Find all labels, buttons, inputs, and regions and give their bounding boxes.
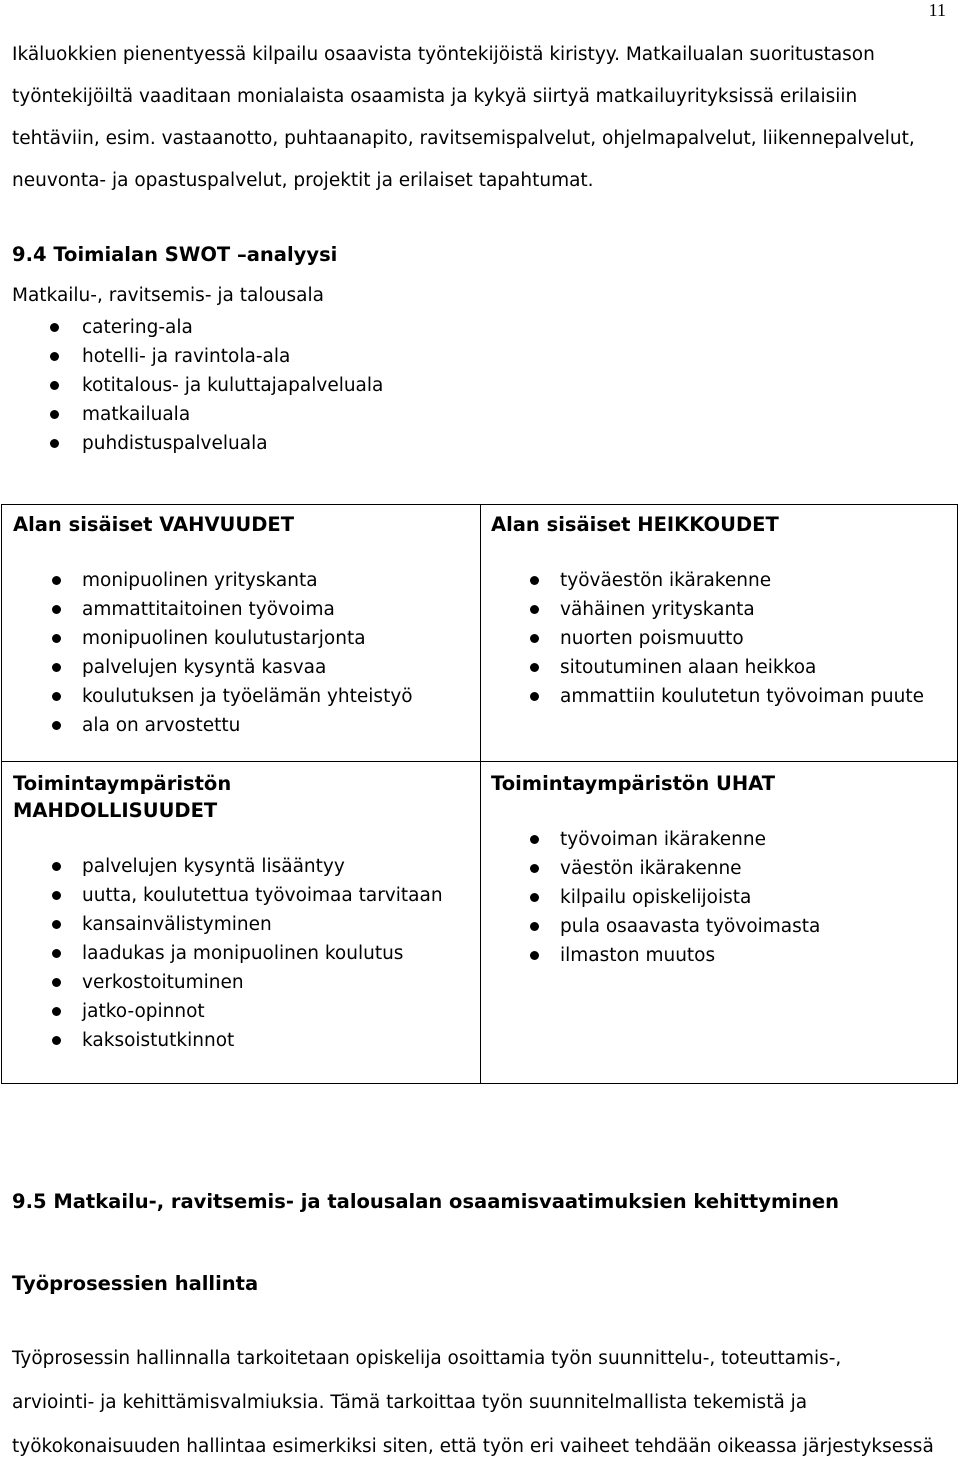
intro-paragraph <box>12 34 942 202</box>
list-item: matkailuala <box>12 400 383 429</box>
swot-strengths-list <box>13 566 413 740</box>
table-divider-horizontal <box>2 761 957 762</box>
list-item: pula osaavasta työvoimasta <box>491 912 820 941</box>
list-item: sitoutuminen alaan heikkoa <box>491 653 924 682</box>
list-item: ammattitaitoinen työvoima <box>13 595 413 624</box>
body-paragraph <box>12 1337 952 1469</box>
list-item: catering-ala <box>12 313 383 342</box>
list-item: työvoiman ikärakenne <box>491 825 820 854</box>
section-heading-competence: 9.5 Matkailu-, ravitsemis- ja talousalan osaamisvaatimuksien kehittyminen <box>12 1190 839 1213</box>
list-item: kansainvälistyminen <box>13 910 443 939</box>
list-item: kilpailu opiskelijoista <box>491 883 820 912</box>
list-item: työväestön ikärakenne <box>491 566 924 595</box>
paragraph-line: työkokonaisuuden hallintaa esimerkiksi siten, että työn eri vaiheet tehdään oikeassa järjestyksessä <box>12 1436 934 1457</box>
sector-title: Matkailu-, ravitsemis- ja talousala <box>12 285 324 306</box>
list-item: palvelujen kysyntä lisääntyy <box>13 852 443 881</box>
swot-opportunities-title: MAHDOLLISUUDET <box>13 799 218 822</box>
swot-weaknesses-cell <box>491 511 924 711</box>
list-item: koulutuksen ja työelämän yhteistyö <box>13 682 413 711</box>
subsection-heading: Työprosessien hallinta <box>12 1272 259 1295</box>
list-item: jatko-opinnot <box>13 997 443 1026</box>
list-item: ala on arvostettu <box>13 711 413 740</box>
intro-line: työntekijöiltä vaaditaan monialaista osaamista ja kykyä siirtyä matkailuyrityksissä erilaisiin <box>12 86 858 107</box>
swot-threats-title: Toimintaympäristön UHAT <box>491 772 776 795</box>
list-item: ammattiin koulutetun työvoiman puute <box>491 682 924 711</box>
swot-strengths-title: Alan sisäiset VAHVUUDET <box>13 513 295 536</box>
swot-opportunities-title: Toimintaympäristön <box>13 772 232 795</box>
section-heading-swot: 9.4 Toimialan SWOT –analyysi <box>12 243 338 266</box>
list-item: monipuolinen koulutustarjonta <box>13 624 413 653</box>
list-item: uutta, koulutettua työvoimaa tarvitaan <box>13 881 443 910</box>
list-item: laadukas ja monipuolinen koulutus <box>13 939 443 968</box>
swot-opportunities-cell <box>13 770 443 1055</box>
list-item: puhdistuspalveluala <box>12 429 383 458</box>
page-number: 11 <box>928 0 946 20</box>
list-item: vähäinen yrityskanta <box>491 595 924 624</box>
intro-line: neuvonta- ja opastuspalvelut, projektit ja erilaiset tapahtumat. <box>12 170 594 191</box>
swot-strengths-cell <box>13 511 413 740</box>
swot-table <box>1 504 958 1084</box>
list-item: ilmaston muutos <box>491 941 820 970</box>
list-item: verkostoituminen <box>13 968 443 997</box>
swot-threats-list <box>491 825 820 970</box>
intro-line: Ikäluokkien pienentyessä kilpailu osaavista työntekijöistä kiristyy. Matkailualan suoritustason <box>12 44 875 65</box>
swot-opportunities-list <box>13 852 443 1055</box>
sector-list <box>12 313 383 458</box>
list-item: väestön ikärakenne <box>491 854 820 883</box>
paragraph-line: arviointi- ja kehittämisvalmiuksia. Tämä tarkoittaa työn suunnitelmallista tekemistä ja <box>12 1392 808 1413</box>
list-item: monipuolinen yrityskanta <box>13 566 413 595</box>
list-item: nuorten poismuutto <box>491 624 924 653</box>
intro-line: tehtäviin, esim. vastaanotto, puhtaanapito, ravitsemispalvelut, ohjelmapalvelut, liikennepalvelut, <box>12 128 915 149</box>
table-divider-vertical <box>480 505 481 1083</box>
list-item: palvelujen kysyntä kasvaa <box>13 653 413 682</box>
paragraph-line: Työprosessin hallinnalla tarkoitetaan opiskelija osoittamia työn suunnittelu-, toteuttamis-, <box>12 1348 842 1369</box>
swot-weaknesses-list <box>491 566 924 711</box>
swot-weaknesses-title: Alan sisäiset HEIKKOUDET <box>491 513 779 536</box>
list-item: kotitalous- ja kuluttajapalveluala <box>12 371 383 400</box>
list-item: hotelli- ja ravintola-ala <box>12 342 383 371</box>
list-item: kaksoistutkinnot <box>13 1026 443 1055</box>
swot-threats-cell <box>491 770 820 970</box>
